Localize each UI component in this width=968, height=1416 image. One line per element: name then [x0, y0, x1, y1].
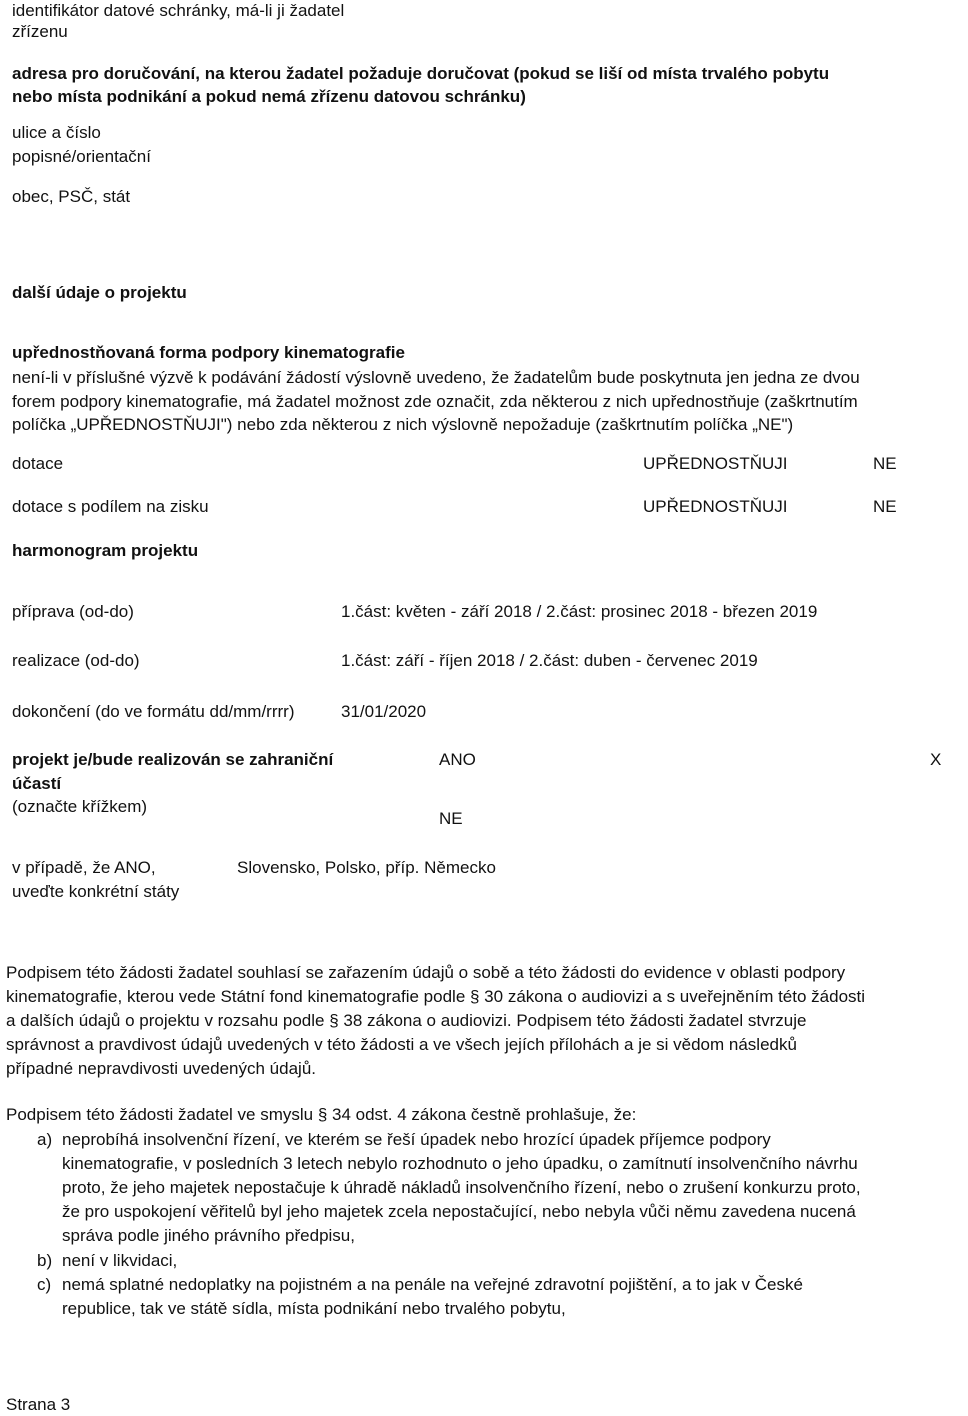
foreign-heading-line1: projekt je/bude realizován se zahraniční [12, 750, 334, 769]
prefer-option: UPŘEDNOSTŇUJI [643, 497, 788, 516]
declaration-item-line: neprobíhá insolvenční řízení, ve kterém se řeší úpadek nebo hrozící úpadek příjemce podpory [62, 1130, 771, 1149]
project-info-heading: další údaje o projektu [12, 283, 187, 302]
consent-line: a dalších údajů o projektu v rozsahu podle § 38 zákona o audiovizi. Podpisem této žádosti žadatel stvrzuje [6, 1011, 807, 1030]
no-option: NE [873, 497, 897, 516]
declaration-item-line: republice, tak ve státě sídla, místa podnikání nebo trvalého pobytu, [62, 1299, 566, 1318]
states-value: Slovensko, Polsko, příp. Německo [237, 858, 496, 877]
support-note-line2: forem podpory kinematografie, má žadatel možnost zde označit, zda některou z nich upřednostňuje (zaškrtnutím [12, 392, 858, 411]
prefer-option: UPŘEDNOSTŇUJI [643, 454, 788, 473]
schedule-row-value: 31/01/2020 [341, 702, 427, 721]
foreign-yes-option: ANO [439, 750, 476, 769]
schedule-row-label: dokončení (do ve formátu dd/mm/rrrr) [12, 702, 295, 721]
support-note-line1: není-li v příslušné výzvě k podávání žádostí výslovně uvedeno, že žadatelům bude poskytnuta jen jedna ze dvou [12, 368, 860, 387]
foreign-cross-mark: X [930, 750, 942, 769]
consent-line: Podpisem této žádosti žadatel souhlasí se zařazením údajů o sobě a této žádosti do evidence v oblasti podpory [6, 963, 846, 982]
street-label-line2: popisné/orientační [12, 147, 151, 166]
declaration-item-line: proto, že jeho majetek nepostačuje k úhradě nákladů insolvenčního řízení, nebo o zrušení konkurzu proto, [62, 1178, 861, 1197]
declaration-item-line: správa podle jiného právního předpisu, [62, 1226, 355, 1245]
declaration-item-line: není v likvidaci, [62, 1251, 178, 1270]
schedule-row-label: realizace (od-do) [12, 651, 140, 670]
city-label: obec, PSČ, stát [12, 187, 131, 206]
foreign-heading-line2: účastí [12, 774, 62, 793]
consent-line: kinematografie, kterou vede Státní fond kinematografie podle § 30 zákona o audiovizi a s uveřejněním této žádosti [6, 987, 866, 1006]
support-row-label: dotace s podílem na zisku [12, 497, 209, 516]
states-label-line1: v případě, že ANO, [12, 858, 156, 877]
support-row-label: dotace [12, 454, 64, 473]
schedule-row-value: 1.část: září - říjen 2018 / 2.část: duben - červenec 2019 [341, 651, 758, 670]
declaration-item-line: nemá splatné nedoplatky na pojistném a na penále na veřejné zdravotní pojištění, a to jak v České [62, 1275, 803, 1294]
no-option: NE [873, 454, 897, 473]
declaration-intro: Podpisem této žádosti žadatel ve smyslu § 34 odst. 4 zákona čestně prohlašuje, že: [6, 1105, 637, 1124]
declaration-item-letter: c) [37, 1275, 52, 1294]
delivery-heading-line2: nebo místa podnikání a pokud nemá zřízenu datovou schránku) [12, 87, 526, 106]
datova-schranka-label-line2: zřízenu [12, 22, 68, 41]
datova-schranka-label-line1: identifikátor datové schránky, má-li ji žadatel [12, 1, 345, 20]
foreign-hint: (označte křížkem) [12, 797, 148, 816]
support-heading: upřednostňovaná forma podpory kinematografie [12, 343, 405, 362]
declaration-item-letter: a) [37, 1130, 53, 1149]
support-note-line3: políčka „UPŘEDNOSTŇUJI") nebo zda některou z nich výslovně nepožaduje (zaškrtnutím políčka „NE") [12, 415, 794, 434]
schedule-row-value: 1.část: květen - září 2018 / 2.část: prosinec 2018 - březen 2019 [341, 602, 818, 621]
delivery-heading-line1: adresa pro doručování, na kterou žadatel požaduje doručovat (pokud se liší od místa trvalého pobytu [12, 64, 830, 83]
declaration-item-letter: b) [37, 1251, 53, 1270]
declaration-item-line: kinematografie, v posledních 3 letech nebylo rozhodnuto o jeho úpadku, o zamítnutí insolvenčního návrhu [62, 1154, 858, 1173]
states-label-line2: uveďte konkrétní státy [12, 882, 180, 901]
declaration-item-line: že pro uspokojení věřitelů byl jeho majetek zcela nepostačující, nebo nebyla vůči němu zavedena nucená [62, 1202, 856, 1221]
consent-line: správnost a pravdivost údajů uvedených v této žádosti a ve všech jejích přílohách a je si vědom následků [6, 1035, 797, 1054]
foreign-no-option: NE [439, 809, 463, 828]
page-number: Strana 3 [6, 1395, 71, 1414]
schedule-heading: harmonogram projektu [12, 541, 199, 560]
schedule-row-label: příprava (od-do) [12, 602, 134, 621]
street-label-line1: ulice a číslo [12, 123, 101, 142]
consent-line: případné nepravdivosti uvedených údajů. [6, 1059, 316, 1078]
